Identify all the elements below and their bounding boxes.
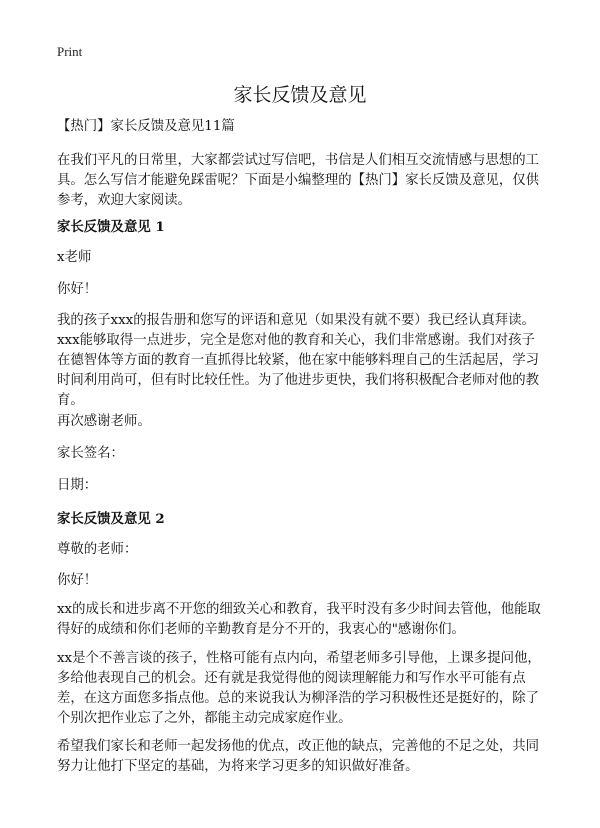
date-line: 日期：: [57, 478, 98, 493]
intro-paragraph: 在我们平凡的日常里，大家都尝试过写信吧，书信是人们相互交流情感与思想的工具。怎么写信才能避免踩雷呢？下面是小编整理的【热门】家长反馈及意见，仅供参考，欢迎大家阅读。: [57, 153, 540, 208]
page-title: 家长反馈及意见: [233, 84, 367, 106]
salutation-2: 尊敬的老师：: [57, 542, 138, 557]
body-paragraph-4: 希望我们家长和老师一起发扬他的优点，改正他的缺点，完善他的不足之处，共同努力让他打下坚定的基础，为将来学习更多的知识做好准备。: [57, 739, 540, 774]
greeting-2: 你好！: [57, 573, 98, 588]
print-label: Print: [57, 44, 83, 59]
section-heading-2: 家长反馈及意见 2: [57, 511, 165, 527]
section-heading-1: 家长反馈及意见 1: [57, 219, 165, 235]
subtitle: 【热门】家长反馈及意见11篇: [57, 119, 235, 134]
thanks-line: 再次感谢老师。: [57, 414, 151, 429]
salutation-1: x老师: [57, 250, 92, 265]
body-paragraph-1: 我的孩子xxx的报告册和您写的评语和意见（如果没有就不要）我已经认真拜读。xxx能够取得一点进步，完全是您对他的教育和关心，我们非常感谢。我们对孩子在德智体等方面的教育一直抓得比较紧，他在家中能够料理自己的生活起居，学习时间利用尚可，但有时比较任性。为了他进步更快，我们将积极配合老师对他的教育。: [57, 313, 540, 408]
greeting-1: 你好！: [57, 282, 98, 297]
body-paragraph-3: xx是个不善言谈的孩子，性格可能有点内向，希望老师多引导他，上课多提问他，多给他表现自己的机会。还有就是我觉得他的阅读理解能力和写作水平可能有点差，在这方面您多指点他。总的来说我认为柳泽浩的学习积极性还是挺好的，除了个别次把作业忘了之外，都能主动完成家庭作业。: [57, 651, 541, 726]
body-paragraph-2: xx的成长和进步离不开您的细致关心和教育，我平时没有多少时间去管他，他能取得好的成绩和你们老师的辛勤教育是分不开的，我衷心的"感谢你们。: [57, 602, 541, 637]
signature-line: 家长签名：: [57, 446, 124, 461]
